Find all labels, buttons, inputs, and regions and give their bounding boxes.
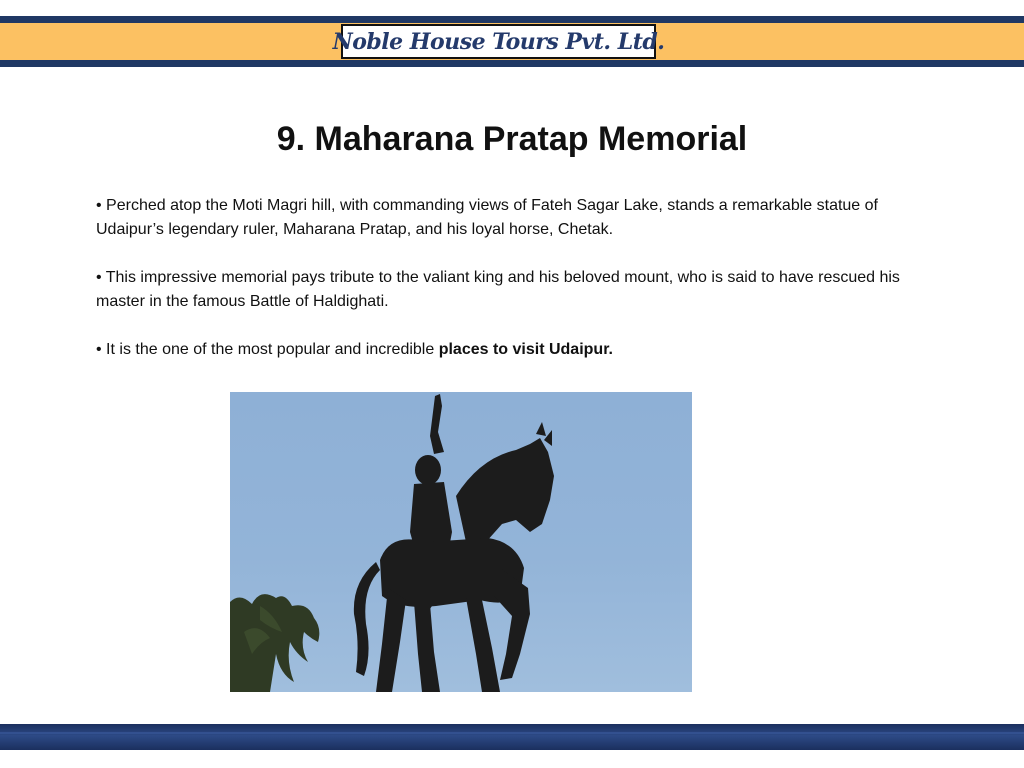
header-bottom-stripe [0,60,1024,67]
bullet-bold-text: places to visit Udaipur. [438,341,613,358]
company-logo-text: Noble House Tours Pvt. Ltd. [332,28,665,55]
bullet-text: • It is the one of the most popular and incredible [96,341,439,358]
statue-silhouette [354,394,554,692]
header-top-stripe [0,16,1024,23]
slide-title: 9. Maharana Pratap Memorial [276,120,748,158]
bullet-list [96,194,926,386]
statue-photo [230,392,692,692]
footer-band [0,724,1024,750]
bullet-item: • Perched atop the Moti Magri hill, with commanding views of Fateh Sagar Lake, stands a remarkable statue of Udaipur’s legendary ruler, Maharana Pratap, and his loyal horse, Chetak. [96,197,878,238]
footer-line [0,732,1024,734]
bullet-item: • This impressive memorial pays tribute to the valiant king and his beloved mount, who is said to have rescued his master in the famous Battle of Haldighati. [96,269,900,310]
company-logo [332,24,665,59]
bullet-item [96,338,926,362]
palm-tree-icon [230,594,319,692]
statue-illustration [230,392,692,692]
